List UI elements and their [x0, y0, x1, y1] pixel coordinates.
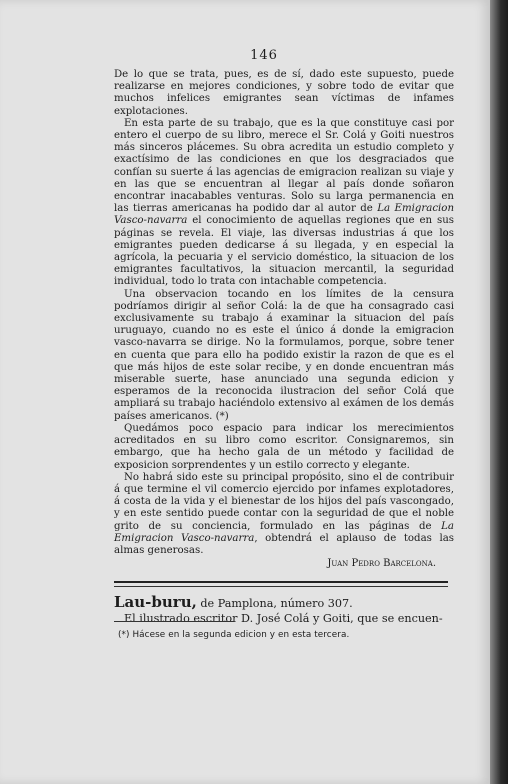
paragraph-2	[114, 118, 454, 289]
page-number: 146	[250, 48, 278, 63]
signature: Juan Pedro Barcelona.	[327, 558, 436, 570]
paragraph-2-head: En esta parte de su trabajo, que es la que constituye casi por entero el cuerpo de su libro, merece el Sr. Colá y Goiti nuestros más sinceros plácemes. Su obra acredita un estudio completo y exactísimo de las condiciones en que los desgraciados que confían su suerte á las agencias de emigracion realizan su viaje y en las que se encuentran al llegar al país donde soñaron encontrar inacabables venturas. Solo su larga permanencia en las tierras americanas ha podido dar al autor de	[114, 117, 454, 215]
review-text: El ilustrado escritor D. José Colá y Goiti, que se encuen-	[124, 611, 443, 625]
paragraph-1: De lo que se trata, pues, es de sí, dado este supuesto, puede realizarse en mejores condiciones, y sobre todo de evitar que muchos infelices emigrantes sean víctimas de infames explotaciones.	[114, 69, 454, 117]
footnote-rule	[114, 621, 234, 622]
newspaper-name: Lau-buru,	[114, 593, 197, 612]
footnote: (*) Hácese en la segunda edicion y en esta tercera.	[118, 630, 350, 640]
book-title-ref: La Emigracion Vasco-navarra	[114, 520, 454, 544]
book-edge	[490, 0, 508, 784]
paragraph-3: Una observacion tocando en los límites de la censura podríamos dirigir al señor Colá: la de que ha consagrado casi exclusivamente su trabajo á examinar la situacion del país uruguayo, cuando no es este el único á donde la emigracion vasco-navarra se dirige. No la formulamos, porque, sobre tener en cuenta que para ello ha podido existir la razon de que es el que más hijos de este solar recibe, y en donde encuentran más miserable suerte, hase anunciado una segunda edicion y esperamos de la reconocida ilustracion del señor Colá que ampliará su trabajo haciéndolo extensivo al exámen de los demás países americanos. (*)	[114, 288, 454, 422]
book-title-ref: La Emigracion Vasco-navarra	[114, 203, 455, 227]
paragraph-5	[114, 472, 454, 557]
review-heading-line	[114, 595, 454, 612]
paragraph-5-head: No habrá sido este su principal propósito, sino el de contribuir á que termine el vil comercio ejercido por infames explotadores, á costa de la vida y el bienestar de los hijos del país vascongado, y en este sentido puede contar con la seguridad de que el noble grito de su conciencia, formulado en las páginas de	[114, 471, 454, 532]
newspaper-source: de Pamplona, número 307.	[196, 597, 353, 611]
paragraph-5-tail: , obtendrá el aplauso de todas las almas generosas.	[114, 532, 454, 556]
section-divider	[114, 581, 448, 587]
article-body	[114, 69, 454, 626]
paragraph-2-tail: el conocimiento de aquellas regiones que en sus páginas se revela. El viaje, las diversas industrias á que los emigrantes pueden dedicarse á su llegada, y en especial la agrícola, la pecuaria y el servicio doméstico, la situacion de los emigrantes facultativos, la situacion mercantil, la seguridad individual, todo lo trata con intachable competencia.	[114, 215, 454, 288]
paragraph-4: Quedámos poco espacio para indicar los merecimientos acreditados en su libro como escritor. Consignaremos, sin embargo, que ha hecho gala de un método y facilidad de exposicion sorprendentes y un estilo correcto y elegante.	[114, 422, 454, 471]
